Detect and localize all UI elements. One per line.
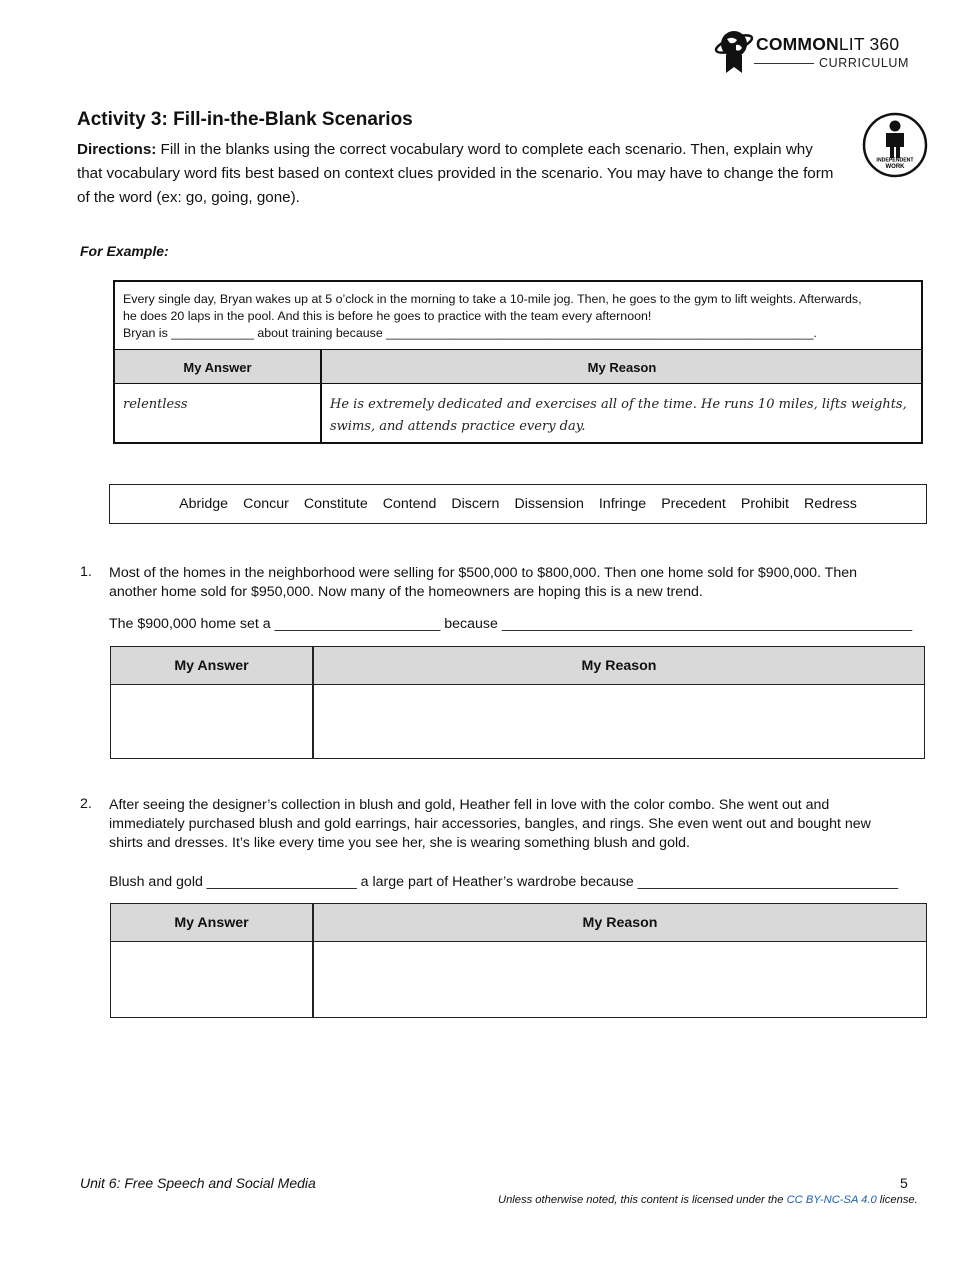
license-link[interactable]: CC BY-NC-SA 4.0 xyxy=(786,1194,877,1206)
word-bank-item: Contend xyxy=(382,496,437,512)
activity-title: Activity 3: Fill-in-the-Blank Scenarios xyxy=(77,109,413,130)
directions: Directions: Fill in the blanks using the correct vocabulary word to complete each scenario. Then, explain why that vocabulary word fits best based on context clues provided in the scenario. You may have to change the form of the word (ex: go, going, gone). xyxy=(77,141,834,206)
question-1-reason-header: My Reason xyxy=(581,658,657,674)
example-label: For Example: xyxy=(80,243,169,259)
word-bank-item: Constitute xyxy=(303,496,368,512)
footer-unit: Unit 6: Free Speech and Social Media xyxy=(80,1175,316,1191)
question-2-number: 2. xyxy=(80,796,92,812)
word-bank-item: Infringe xyxy=(598,496,647,512)
question-2-prompt: Blush and gold ___________________ a large part of Heather’s wardrobe because _________________________________ xyxy=(109,874,899,890)
badge-line2: WORK xyxy=(885,164,905,170)
question-2-text: After seeing the designer’s collection in blush and gold, Heather fell in love with the color combo. She went out and immediately purchased blush and gold earrings, hair accessories, bangles, and rings. She even went out and bought new shirts and dresses. It’s like every time you see her, she is wearing something blush and gold. xyxy=(109,797,871,851)
example-box xyxy=(113,280,923,444)
question-1-table xyxy=(110,646,925,759)
question-2-answer-cell[interactable] xyxy=(113,942,311,1016)
word-bank xyxy=(109,484,927,524)
word-bank-item: Dissension xyxy=(514,496,584,512)
example-reason-header: My Reason xyxy=(587,360,657,375)
question-1-reason-cell[interactable] xyxy=(315,685,923,757)
question-1-prompt: The $900,000 home set a _____________________ because ____________________________________________________ xyxy=(109,616,913,632)
license-notice: Unless otherwise noted, this content is licensed under the CC BY-NC-SA 4.0 license. xyxy=(498,1194,918,1206)
logo-subtitle: CURRICULUM xyxy=(754,56,909,70)
example-scenario xyxy=(123,291,913,342)
logo-wordmark: COMMONLIT 360 xyxy=(756,34,900,54)
example-reason: He is extremely dedicated and exercises all of the time. He runs 10 miles, lifts weights, swims, and attends practice every day. xyxy=(330,397,907,434)
word-bank-item: Precedent xyxy=(661,496,726,512)
independent-work-icon xyxy=(862,112,928,178)
question-1-answer-header: My Answer xyxy=(174,658,249,674)
example-line: Bryan is ____________ about training because ______________________________________________________________. xyxy=(123,326,817,340)
badge-line1: INDEPENDENT xyxy=(876,157,914,164)
question-1-text: Most of the homes in the neighborhood were selling for $500,000 to $800,000. Then one home sold for $900,000. Then another home sold for $950,000. Now many of the homeowners are hoping this is a new trend. xyxy=(109,565,857,600)
example-line: he does 20 laps in the pool. And this is before he goes to practice with the team every afternoon! xyxy=(123,309,652,323)
question-2-reason-header: My Reason xyxy=(582,915,658,931)
example-answer-header: My Answer xyxy=(183,360,252,375)
question-2-answer-header: My Answer xyxy=(174,915,249,931)
word-bank-item: Abridge xyxy=(179,496,229,512)
word-bank-item: Prohibit xyxy=(740,496,789,512)
word-bank-item: Discern xyxy=(451,496,500,512)
question-2-table xyxy=(110,903,927,1018)
question-2-reason-cell[interactable] xyxy=(315,942,925,1016)
example-line: Every single day, Bryan wakes up at 5 o’clock in the morning to take a 10-mile jog. Then, he goes to the gym to lift weights. Afterwards, xyxy=(123,292,862,306)
word-bank-item: Concur xyxy=(243,496,289,512)
word-bank-item: Redress xyxy=(803,496,857,512)
example-answer: relentless xyxy=(123,397,188,412)
commonlit-logo xyxy=(714,27,924,75)
page-number: 5 xyxy=(900,1175,908,1191)
question-1-number: 1. xyxy=(80,564,92,580)
globe-ribbon-icon xyxy=(714,27,754,75)
question-1-answer-cell[interactable] xyxy=(113,685,311,757)
